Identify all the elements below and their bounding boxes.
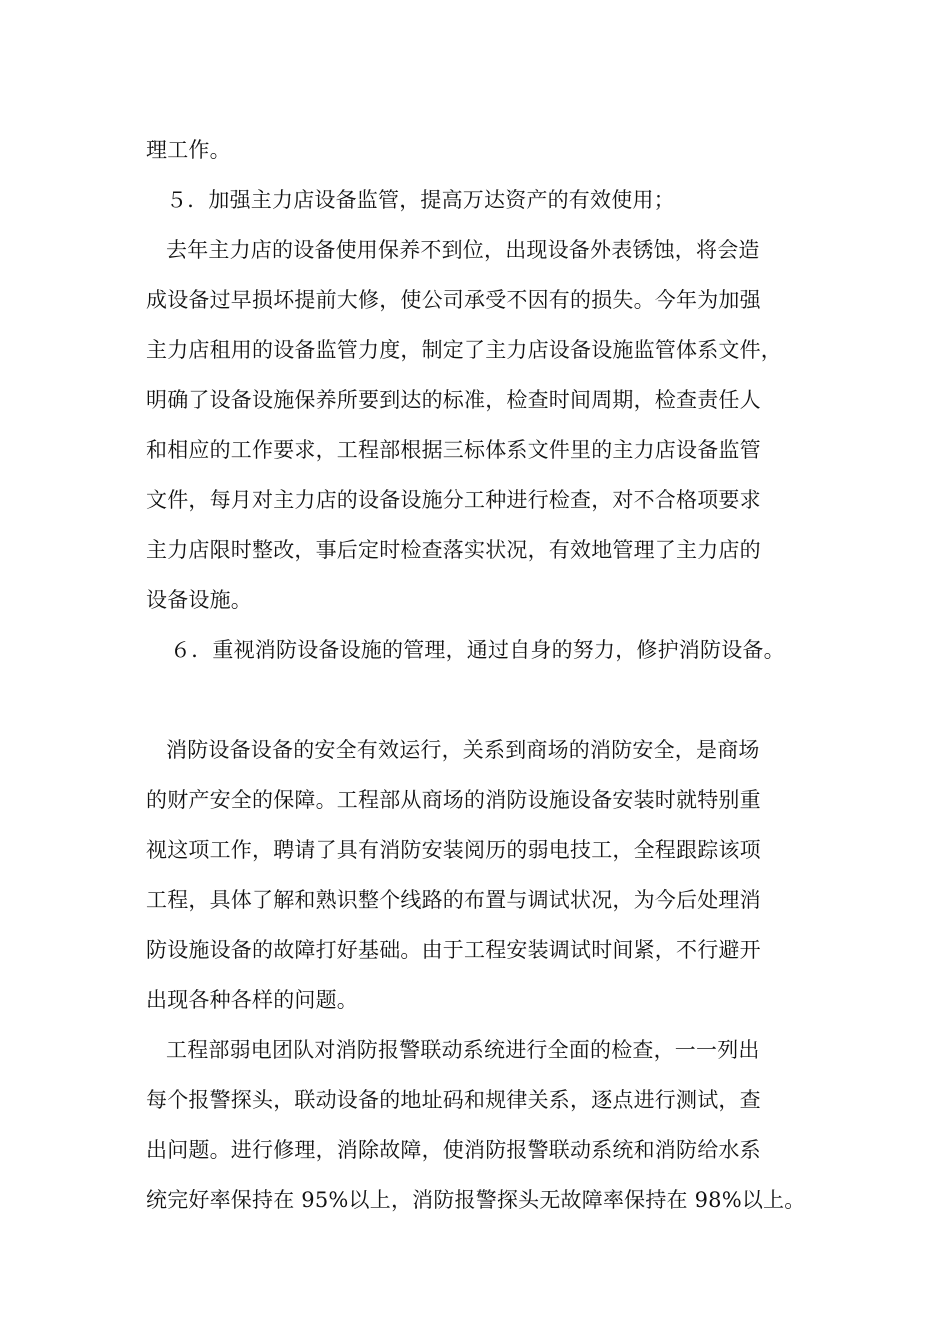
text-line-5: 主力店租用的设备监管力度，制定了主力店设备设施监管体系文件， xyxy=(146,338,782,362)
text-line-20: 出问题。进行修理，消除故障，使消防报警联动系统和消防给水系 xyxy=(146,1138,761,1162)
text-line-21: 统完好率保持在 95%以上，消防报警探头无故障率保持在 98%以上。 xyxy=(146,1188,806,1212)
text-line-14: 视这项工作，聘请了具有消防安装阅历的弱电技工，全程跟踪该项 xyxy=(146,838,761,862)
text-line-16: 防设施设备的故障打好基础。由于工程安装调试时间紧，不行避开 xyxy=(146,938,761,962)
text-line-8: 文件，每月对主力店的设备设施分工种进行检查，对不合格项要求 xyxy=(146,488,761,512)
text-line-7: 和相应的工作要求，工程部根据三标体系文件里的主力店设备监管 xyxy=(146,438,761,462)
text-line-4: 成设备过早损坏提前大修，使公司承受不因有的损失。今年为加强 xyxy=(146,288,761,312)
list-item-6-heading: ６．重视消防设备设施的管理，通过自身的努力，修护消防设备。 xyxy=(170,638,785,662)
text-line-6: 明确了设备设施保养所要到达的标准，检查时间周期，检查责任人 xyxy=(146,388,761,412)
list-item-5-heading: ５．加强主力店设备监管，提高万达资产的有效使用； xyxy=(166,188,675,212)
text-line-3: 去年主力店的设备使用保养不到位，出现设备外表锈蚀，将会造 xyxy=(166,238,760,262)
text-line-18: 工程部弱电团队对消防报警联动系统进行全面的检查，一一列出 xyxy=(166,1038,760,1062)
text-line-12: 消防设备设备的安全有效运行，关系到商场的消防安全，是商场 xyxy=(166,738,760,762)
text-line-17: 出现各种各样的问题。 xyxy=(146,988,358,1012)
text-line-13: 的财产安全的保障。工程部从商场的消防设施设备安装时就特别重 xyxy=(146,788,761,812)
text-line-9: 主力店限时整改，事后定时检查落实状况，有效地管理了主力店的 xyxy=(146,538,761,562)
text-line-15: 工程，具体了解和熟识整个线路的布置与调试状况，为今后处理消 xyxy=(146,888,761,912)
text-line-1: 理工作。 xyxy=(146,138,231,162)
text-line-10: 设备设施。 xyxy=(146,588,252,612)
text-line-19: 每个报警探头，联动设备的地址码和规律关系，逐点进行测试，查 xyxy=(146,1088,761,1112)
